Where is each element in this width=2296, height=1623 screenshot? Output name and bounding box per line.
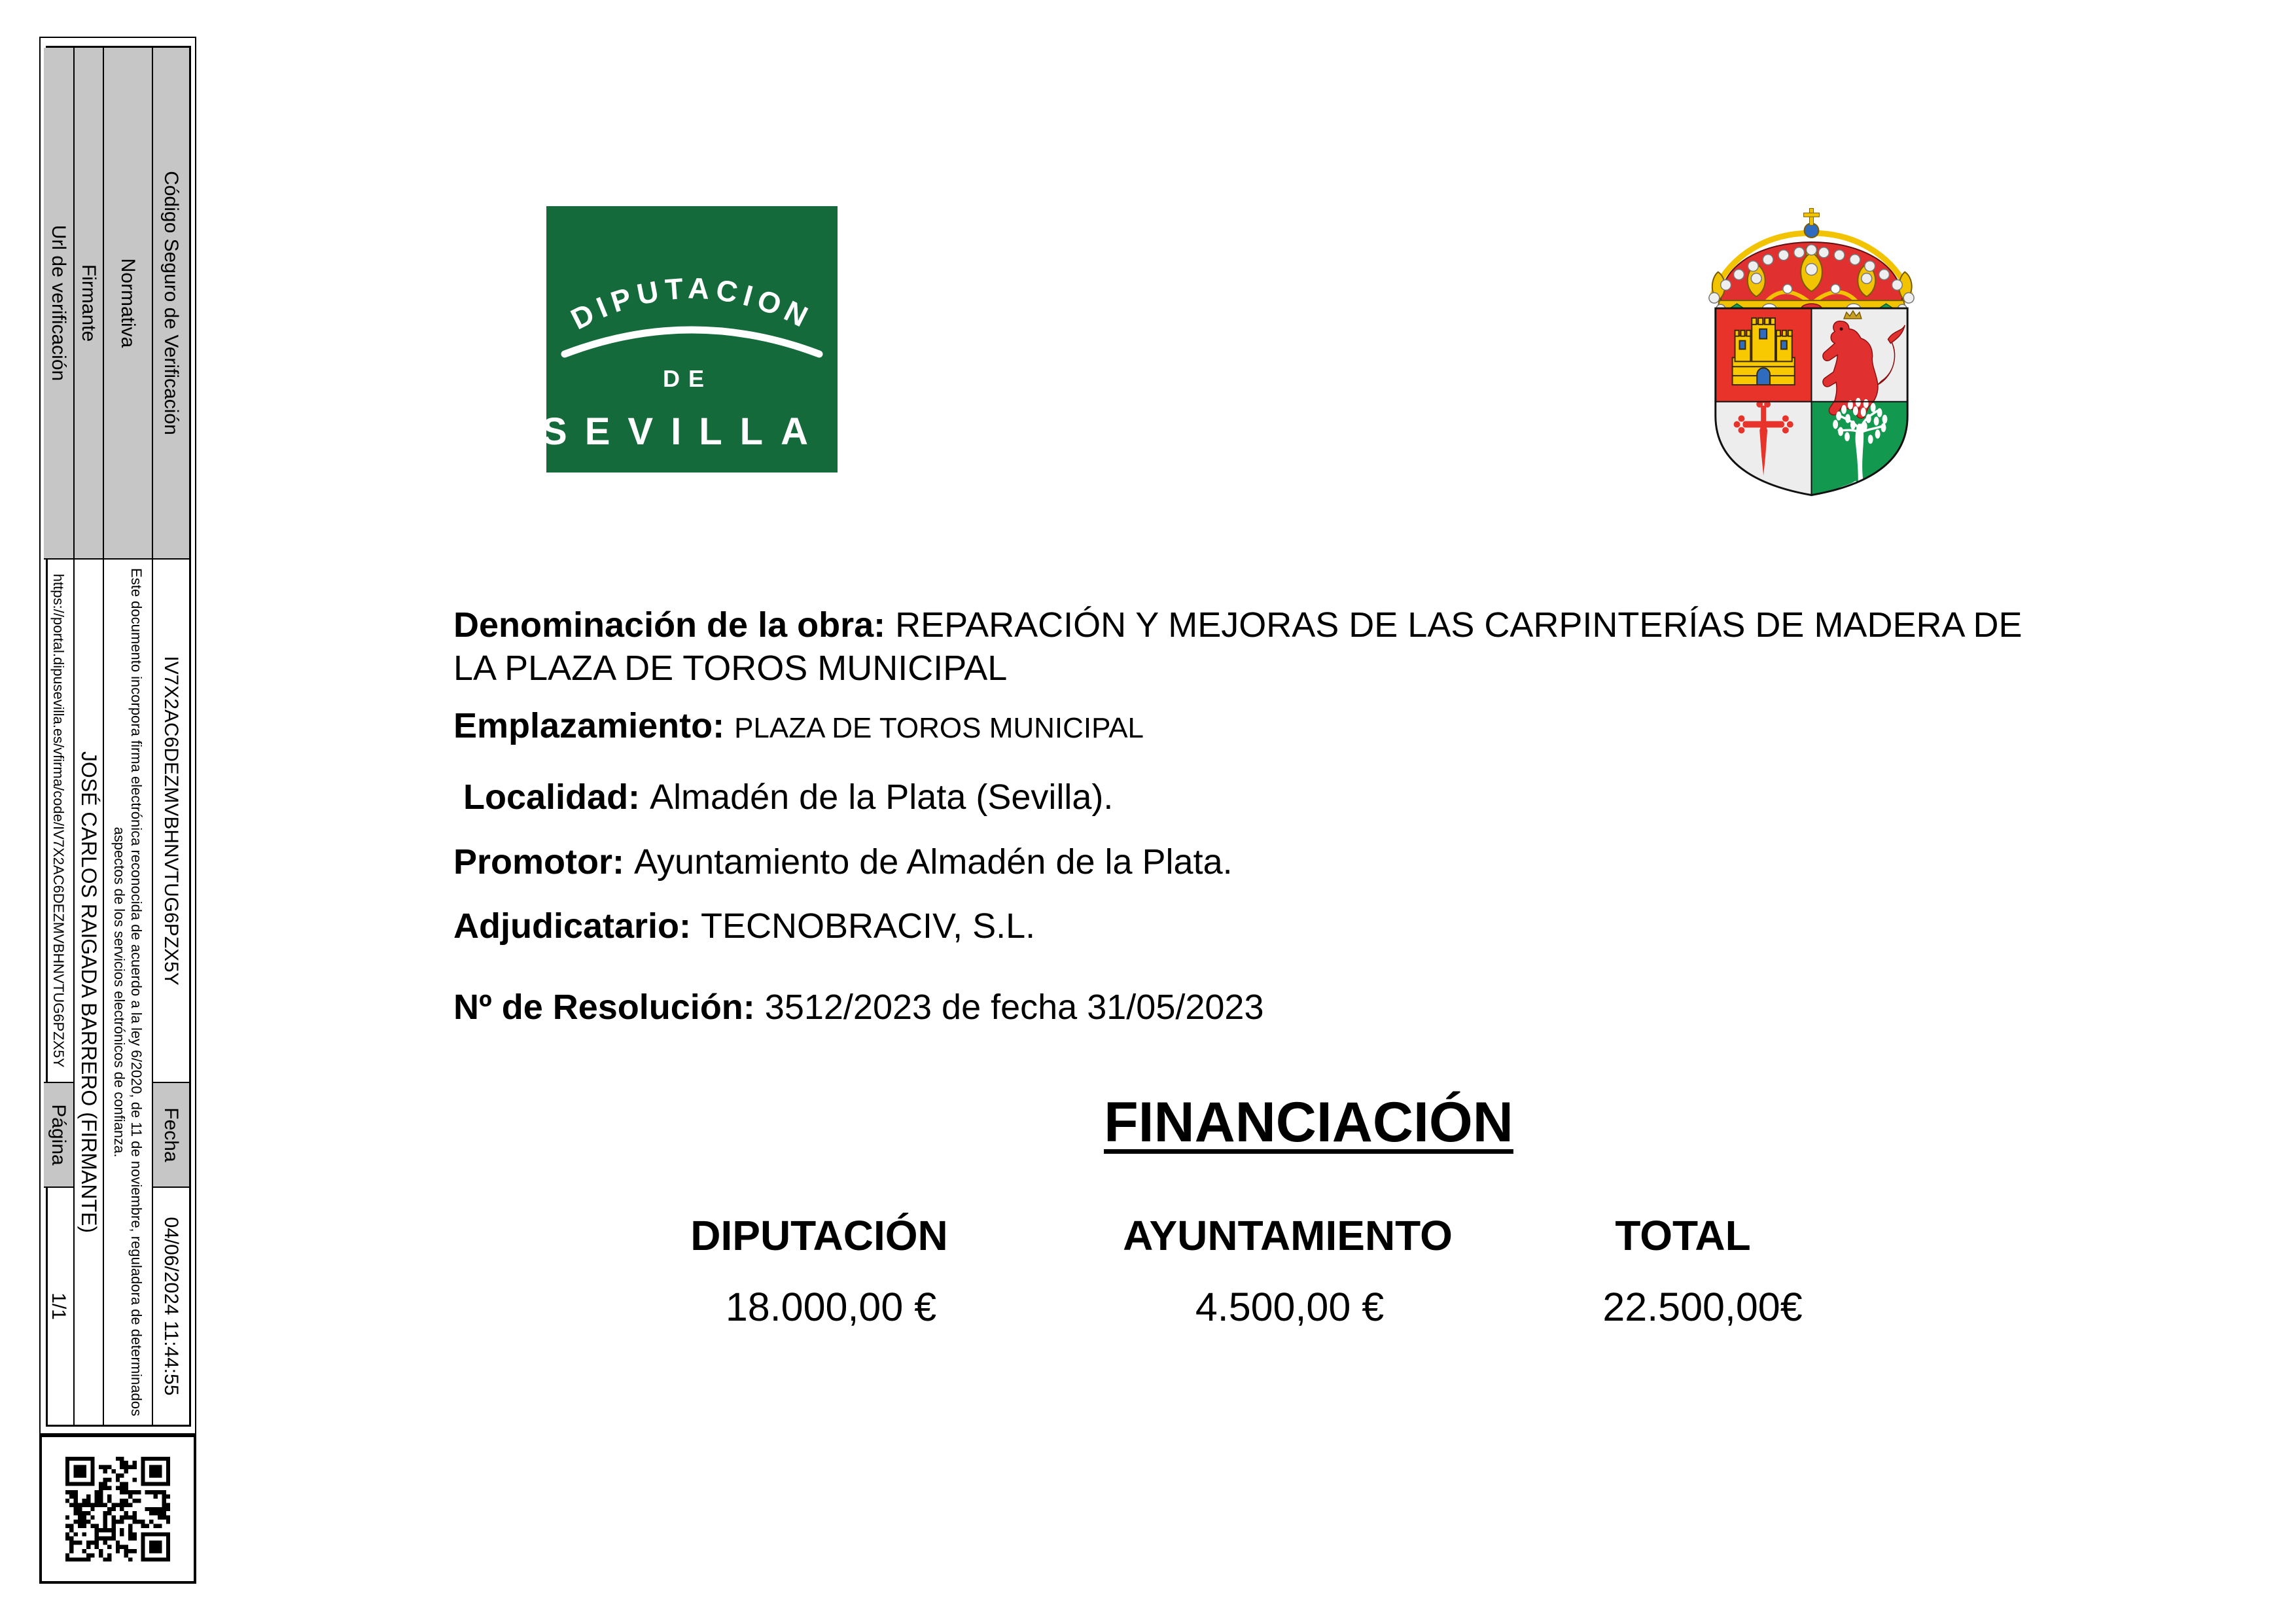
field-resolucion — [453, 986, 1263, 1029]
logo-de-text: DE — [662, 365, 713, 392]
column-header-ayuntamiento: AYUNTAMIENTO — [1123, 1212, 1453, 1259]
amount-diputacion: 18.000,00 € — [725, 1285, 937, 1329]
firmante-value: JOSÉ CARLOS RAIGADA BARRERO (FIRMANTE) — [75, 558, 103, 1425]
table-row-firmante — [75, 48, 104, 1425]
resolucion-value: 3512/2023 de fecha 31/05/2023 — [764, 988, 1264, 1027]
almaden-coat-of-arms — [1701, 202, 1922, 497]
emplazamiento-label: Emplazamiento: — [453, 706, 735, 745]
logo-arc-text: DIPUTACION — [565, 271, 819, 336]
firmante-label: Firmante — [75, 48, 103, 558]
amount-ayuntamiento: 4.500,00 € — [1195, 1285, 1385, 1329]
normativa-label: Normativa — [104, 48, 152, 558]
localidad-value: Almadén de la Plata (Sevilla). — [650, 777, 1114, 817]
localidad-label: Localidad: — [453, 777, 650, 817]
qr-code-frame — [39, 1435, 196, 1584]
fecha-value: 04/06/2024 11:44:55 — [153, 1186, 189, 1425]
field-denominacion — [453, 603, 2057, 690]
adjudicatario-label: Adjudicatario: — [453, 906, 701, 946]
fecha-label: Fecha — [153, 1082, 189, 1186]
pagina-value: 1/1 — [44, 1186, 73, 1425]
financiacion-title: FINANCIACIÓN — [1104, 1091, 1513, 1154]
adjudicatario-value: TECNOBRACIV, S.L. — [701, 906, 1036, 946]
emplazamiento-value: PLAZA DE TOROS MUNICIPAL — [734, 712, 1144, 744]
field-localidad — [453, 776, 1113, 819]
resolucion-label: Nº de Resolución: — [453, 988, 765, 1027]
pagina-label: Página — [44, 1082, 73, 1186]
field-emplazamiento — [453, 704, 1144, 750]
codigo-value: IV7X2AC6DEZMVBHNVTUG6PZX5Y — [153, 558, 189, 1082]
qr-code-icon — [57, 1448, 179, 1570]
column-header-diputacion: DIPUTACIÓN — [690, 1212, 948, 1259]
diputacion-sevilla-logo — [546, 206, 838, 473]
denominacion-label: Denominación de la obra: — [453, 605, 896, 645]
table-row-url — [44, 48, 75, 1425]
denominacion-value: REPARACIÓN Y MEJORAS DE LAS CARPINTERÍAS DE MADERA DE LA PLAZA DE TOROS MUNICIPAL — [453, 605, 2022, 688]
amount-total: 22.500,00€ — [1602, 1285, 1803, 1329]
codigo-label: Código Seguro de Verificación — [153, 48, 189, 558]
url-label: Url de verificación — [44, 48, 73, 558]
column-header-total: TOTAL — [1615, 1212, 1751, 1259]
promotor-value: Ayuntamiento de Almadén de la Plata. — [634, 842, 1233, 882]
logo-sevilla-text: SEVILLA — [546, 410, 826, 453]
field-promotor — [453, 840, 1233, 883]
field-adjudicatario — [453, 904, 1035, 948]
table-row-normativa — [104, 48, 153, 1425]
verification-table — [46, 46, 191, 1427]
url-value: https://portal.dipusevilla.es/vfirma/code/IV7X2AC6DEZMVBHNVTUG6PZX5Y — [44, 558, 73, 1082]
normativa-value: Este documento incorpora firma electrónica reconocida de acuerdo a la ley 6/2020, de 11 de noviembre, reguladora de determinados aspectos de los servicios electrónicos de confianza. — [104, 558, 152, 1425]
promotor-label: Promotor: — [453, 842, 634, 882]
table-row-codigo — [153, 48, 189, 1425]
